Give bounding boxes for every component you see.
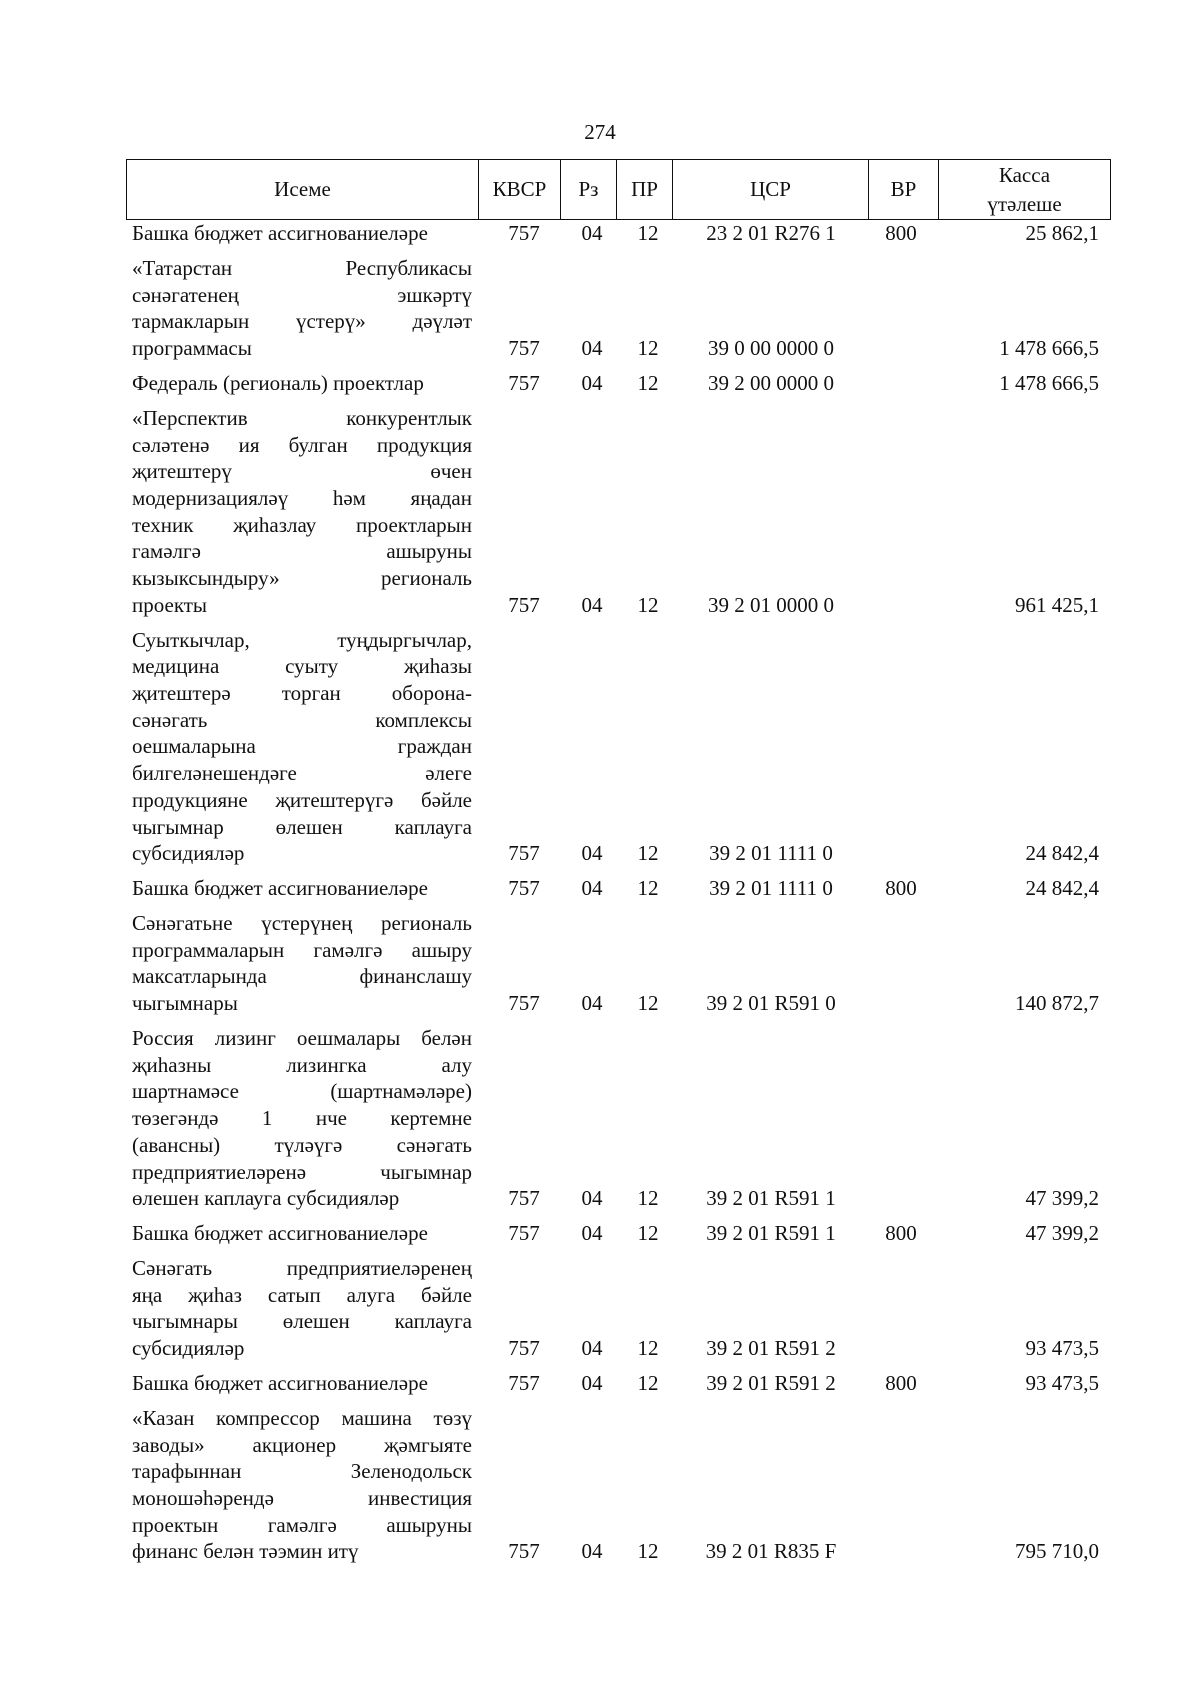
row-name-line: шартнамәсе (шартнамәләре) <box>132 1079 472 1104</box>
row-pr: 12 <box>637 876 659 901</box>
row-name-line: субсидияләр <box>132 1336 245 1361</box>
row-name-line: оешмаларына граждан <box>132 734 472 759</box>
row-name-line: сәнәгатенең эшкәртү <box>132 282 472 307</box>
row-name <box>132 627 472 867</box>
row-csr: 39 2 01 0000 0 <box>708 592 834 617</box>
row-name-line: чыгымнары <box>132 991 238 1016</box>
header-kvsr: КВСР <box>479 160 561 220</box>
row-pr: 12 <box>637 841 659 866</box>
table-row <box>126 370 1110 397</box>
row-csr: 39 2 01 R835 F <box>705 1539 837 1564</box>
row-name-line: заводы» акционер җәмгыяте <box>132 1432 472 1457</box>
row-sum: 140 872,7 <box>1015 991 1099 1016</box>
row-name <box>132 1255 472 1362</box>
table-row <box>126 1405 1110 1565</box>
row-name-line: тармакларын үстерү» дәүләт <box>132 309 472 334</box>
row-rz: 04 <box>581 841 603 866</box>
row-kvsr: 757 <box>508 841 540 866</box>
row-name <box>132 220 472 247</box>
table-row <box>126 1220 1110 1247</box>
row-sum: 93 473,5 <box>1025 1336 1099 1361</box>
row-name-line: Россия лизинг оешмалары белән <box>132 1026 472 1050</box>
row-name-line: чыгымнары өлешен каплауга <box>132 1309 472 1334</box>
row-name-line: Сәнәгатьне үстерүнең региональ <box>132 911 472 935</box>
row-csr: 39 2 01 R591 2 <box>706 1371 836 1395</box>
page-number: 274 <box>584 120 616 144</box>
row-name-line: Федераль (региональ) проектлар <box>132 370 424 395</box>
row-csr: 39 2 01 1111 0 <box>709 876 833 901</box>
row-name <box>132 255 472 362</box>
row-csr: 39 2 01 R591 0 <box>706 991 836 1016</box>
row-name-line: чыгымнар өлешен каплауга <box>132 814 472 839</box>
row-kvsr: 757 <box>508 221 540 245</box>
row-pr: 12 <box>637 1186 659 1211</box>
row-pr: 12 <box>637 1221 659 1246</box>
table-row <box>126 910 1110 1017</box>
table-row <box>126 255 1110 362</box>
row-csr: 39 2 01 1111 0 <box>709 841 833 866</box>
header-sum <box>939 160 1111 220</box>
row-name <box>132 1405 472 1565</box>
row-name-line: продукцияне җитештерүгә бәйле <box>132 787 472 812</box>
row-name <box>132 910 472 1017</box>
row-csr: 39 2 01 R591 1 <box>706 1186 836 1211</box>
row-name-line: программасы <box>132 336 252 360</box>
row-rz: 04 <box>581 221 603 245</box>
table-row <box>126 875 1110 902</box>
row-kvsr: 757 <box>508 1539 540 1564</box>
row-name-line: максатларында финанслашу <box>132 964 472 989</box>
row-pr: 12 <box>637 370 659 395</box>
row-name-line: проектын гамәлгә ашыруны <box>132 1512 472 1537</box>
row-name-line: җитештерү өчен <box>132 459 472 484</box>
row-kvsr: 757 <box>508 1186 540 1211</box>
row-sum: 795 710,0 <box>1015 1539 1099 1564</box>
row-csr: 39 2 00 0000 0 <box>708 370 834 395</box>
row-kvsr: 757 <box>508 370 540 395</box>
table-row <box>126 405 1110 619</box>
table-row <box>126 627 1110 867</box>
header-vr: ВР <box>869 160 939 220</box>
row-name-line: «Перспектив конкурентлык <box>132 405 472 430</box>
row-name-line: программаларын гамәлгә ашыру <box>132 937 472 962</box>
row-pr: 12 <box>637 1539 659 1564</box>
row-name-line: Сәнәгать предприятиеләренең <box>132 1256 472 1280</box>
row-rz: 04 <box>581 1186 603 1211</box>
row-pr: 12 <box>637 221 659 245</box>
header-sum-line1: Касса <box>998 162 1051 187</box>
row-sum: 24 842,4 <box>1025 876 1099 901</box>
row-name-line: «Татарстан Республикасы <box>132 255 472 280</box>
table-row <box>126 1255 1110 1362</box>
row-pr: 12 <box>637 1371 659 1395</box>
row-kvsr: 757 <box>508 592 540 617</box>
row-sum: 1 478 666,5 <box>999 335 1099 360</box>
header-name: Исеме <box>127 160 479 220</box>
header-sum-line2: үтәлеше <box>987 191 1062 216</box>
row-name-line: җитештерә торган оборона- <box>132 681 472 705</box>
row-csr: 23 2 01 R276 1 <box>706 221 836 245</box>
row-vr: 800 <box>885 876 917 901</box>
row-name-line: «Казан компрессор машина төзү <box>132 1405 472 1430</box>
row-name-line: проекты <box>132 592 208 617</box>
row-pr: 12 <box>637 1336 659 1361</box>
row-sum: 1 478 666,5 <box>999 370 1099 395</box>
table-header <box>126 159 1111 220</box>
row-name-line: субсидияләр <box>132 841 245 866</box>
row-sum: 961 425,1 <box>1015 592 1099 617</box>
row-name-line: җиһазны лизингка алу <box>132 1052 472 1077</box>
row-csr: 39 2 01 R591 1 <box>706 1221 836 1246</box>
row-name-line: Башка бюджет ассигнованиеләре <box>132 1371 428 1395</box>
row-kvsr: 757 <box>508 1336 540 1361</box>
row-name <box>132 1025 472 1212</box>
row-name-line: медицина суыту җиһазы <box>132 654 472 679</box>
row-name-line: сәләтенә ия булган продукция <box>132 432 472 457</box>
row-name-line: Башка бюджет ассигнованиеләре <box>132 221 428 245</box>
row-kvsr: 757 <box>508 1371 540 1395</box>
row-vr: 800 <box>885 1221 917 1246</box>
header-csr: ЦСР <box>673 160 869 220</box>
row-rz: 04 <box>581 592 603 617</box>
row-name-line: гамәлгә ашыруны <box>132 539 472 564</box>
row-rz: 04 <box>581 1539 603 1564</box>
row-name <box>132 1220 472 1247</box>
row-pr: 12 <box>637 592 659 617</box>
row-name-line: өлешен каплауга субсидияләр <box>132 1186 400 1211</box>
row-name-line: билгеләнешендәге әлеге <box>132 761 472 786</box>
row-name-line: сәнәгать комплексы <box>132 707 472 732</box>
row-vr: 800 <box>885 221 917 245</box>
row-name-line: финанс белән тәэмин итү <box>132 1539 359 1564</box>
row-name <box>132 875 472 902</box>
header-pr: ПР <box>617 160 673 220</box>
row-sum: 24 842,4 <box>1025 841 1099 866</box>
row-name-line: модернизацияләү һәм яңадан <box>132 485 472 510</box>
table-row <box>126 1370 1110 1397</box>
row-name <box>132 1370 472 1397</box>
row-name-line: Башка бюджет ассигнованиеләре <box>132 876 428 901</box>
row-name <box>132 370 472 397</box>
row-name-line: Башка бюджет ассигнованиеләре <box>132 1221 428 1246</box>
row-sum: 93 473,5 <box>1025 1371 1099 1395</box>
row-rz: 04 <box>581 876 603 901</box>
row-rz: 04 <box>581 370 603 395</box>
row-rz: 04 <box>581 335 603 360</box>
row-name-line: тарафыннан Зеленодольск <box>132 1459 472 1484</box>
row-pr: 12 <box>637 991 659 1016</box>
row-csr: 39 2 01 R591 2 <box>706 1336 836 1361</box>
row-name-line: моношәһәрендә инвестиция <box>132 1486 472 1510</box>
row-pr: 12 <box>637 335 659 360</box>
row-rz: 04 <box>581 991 603 1016</box>
header-rz: Рз <box>561 160 617 220</box>
row-sum: 47 399,2 <box>1025 1186 1099 1211</box>
row-name-line: техник җиһазлау проектларын <box>132 512 472 537</box>
row-name-line: кызыксындыру» региональ <box>132 566 472 591</box>
row-rz: 04 <box>581 1371 603 1395</box>
row-kvsr: 757 <box>508 991 540 1016</box>
row-name <box>132 405 472 619</box>
table-row <box>126 220 1110 247</box>
table-row <box>126 1025 1110 1212</box>
row-vr: 800 <box>885 1371 917 1395</box>
row-sum: 47 399,2 <box>1025 1221 1099 1246</box>
row-sum: 25 862,1 <box>1025 221 1099 245</box>
row-name-line: Суыткычлар, туңдыргычлар, <box>132 627 472 652</box>
row-kvsr: 757 <box>508 335 540 360</box>
row-name-line: (авансны) түләүгә сәнәгать <box>132 1132 472 1157</box>
row-rz: 04 <box>581 1221 603 1246</box>
row-name-line: предприятиеләренә чыгымнар <box>132 1159 472 1184</box>
row-kvsr: 757 <box>508 876 540 901</box>
row-kvsr: 757 <box>508 1221 540 1246</box>
row-rz: 04 <box>581 1336 603 1361</box>
row-csr: 39 0 00 0000 0 <box>708 335 834 360</box>
row-name-line: төзегәндә 1 нче кертемне <box>132 1106 472 1131</box>
row-name-line: яңа җиһаз сатып алуга бәйле <box>132 1282 472 1307</box>
